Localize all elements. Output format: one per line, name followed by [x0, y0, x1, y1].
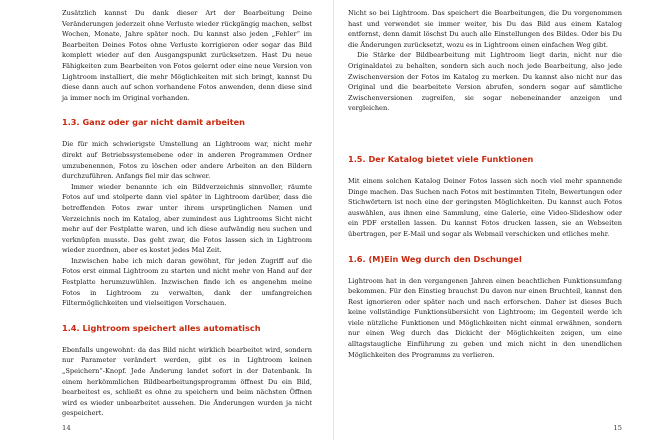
section-heading-1-3: 1.3. Ganz oder gar nicht damit arbeiten	[62, 117, 246, 128]
section-heading-1-5: 1.5. Der Katalog bietet viele Funktionen	[348, 153, 534, 164]
page-number: 14	[62, 424, 71, 432]
paragraph: Ebenfalls ungewohnt: da das Bild nicht wirklich bearbeitet wird, sondern nur Parameter verändert werden, gibt es in Lightroom keinen „Speichern“-Knopf. Jede Änderung landet sofort in der Datenbank. In einem herkömmlichen Bildbearbeitungsprogramm öffnest Du ein Bild, bearbeitest es, schließt es ohne zu speichern und beim nächsten Öffnen wird es wieder unbearbeitet aussehen. Die Änderungen wurden ja nicht gespeichert.	[62, 345, 312, 418]
paragraph: Mit einem solchen Katalog Deiner Fotos lassen sich noch viel mehr spannende Dinge machen. Das Suchen nach Fotos mit bestimmten Titeln, Bewertungen oder Stichwörtern ist noch eine der geringsten Möglichkeiten. Du kannst auch Fotos auswählen, aus ihnen eine Sammlung, eine Galerie, eine Video-Slideshow oder ein PDF erstellen lassen. Du kannst Fotos drucken lassen, sie an Webseiten übertragen, per E-Mail und sogar als Webmail verschicken und etliches mehr.	[348, 176, 622, 238]
paragraph: Lightroom hat in den vergangenen Jahren einen beachtlichen Funktionsumfang bekommen. Für den Einstieg brauchst Du davon nur einen Bruchteil, kannst den Rest ignorieren oder später nach und nach erforschen. Daher ist dieses Buch keine vollständige Funktionsübersicht von Lightroom; im Gegenteil werde ich viele nützliche Funktionen und Möglichkeiten nicht einmal erwähnen, sondern nur einen Weg durch das Dickicht der Möglichkeiten zeigen, um eine alltagstaugliche Einführung zu geben und mich nicht in den unendlichen Möglichkeiten des Programms zu verlieren.	[348, 276, 622, 359]
paragraph: Immer wieder benannte ich ein Bildverzeichnis sinnvoller, räumte Fotos auf und stolperte dann viel später in Lightroom darüber, dass die betreffenden Fotos zwar unter ihrem ursprünglichen Namen und Verzeichnis noch im Katalog, aber zumindest aus Lightrooms Sicht nicht mehr auf der Festplatte waren, und ich diese aufwändig neu suchen und verknüpfen musste. Das geht zwar, die Fotos lassen sich in Lightroom wieder zuordnen, aber es kostet jedes Mal Zeit.	[62, 182, 312, 255]
page-number: 15	[613, 424, 622, 432]
paragraph: Die für mich schwierigste Umstellung an Lightroom war, nicht mehr direkt auf Betriebssystemebene oder in anderen Programmen Ordner umzubenennen, Fotos zu löschen oder andere Arbeiten an den Bildern durchzuführen. Anfangs fiel mir das schwer.	[62, 140, 312, 181]
right-page	[334, 0, 668, 440]
paragraph: Die Stärke der Bildbearbeitung mit Lightroom liegt darin, nicht nur die Originaldatei zu behalten, sondern sich auch noch jede Bearbeitung, also jede Zwischenversion der Fotos im Katalog zu merken. Du kannst also nicht nur das Original und die bearbeitete Version abrufen, sondern sogar auf sämtliche Zwischenversionen zugreifen, sie sogar nebeneinander anzeigen und vergleichen.	[348, 51, 622, 113]
section-heading-1-4: 1.4. Lightroom speichert alles automatisch	[62, 322, 261, 333]
paragraph: Inzwischen habe ich mich daran gewöhnt, für jeden Zugriff auf die Fotos erst einmal Lightroom zu starten und nicht mehr von Hand auf der Festplatte herumzuwühlen. Inzwischen finde ich es angenehm meine Fotos in Lightroom zu verwalten, dank der umfangreichen Filtermöglichkeiten und vielseitigen Vorschauen.	[62, 256, 312, 308]
paragraph: Zusätzlich kannst Du dank dieser Art der Bearbeitung Deine Veränderungen jederzeit ohne Verluste wieder rückgängig machen, selbst Wochen, Monate, Jahre später noch. Du kannst also jeden „Fehler“ im Bearbeiten Deines Fotos ohne Verluste korrigieren oder sogar das Bild komplett wieder auf den Ausgangspunkt zurücksetzen. Hast Du neue Fähigkeiten zum Bearbeiten von Fotos gelernt oder eine neue Version von Lightroom installiert, die mehr Möglichkeiten mit sich bringt, kannst Du diese dann auch auf schon vorhandene Fotos anwenden, denn diese sind ja immer noch im Original vorhanden.	[62, 9, 312, 102]
section-heading-1-6: 1.6. (M)Ein Weg durch den Dschungel	[348, 253, 522, 264]
paragraph: Nicht so bei Lightroom. Das speichert die Bearbeitungen, die Du vorgenommen hast und verwendet sie immer weiter, bis Du das Bild aus einem Katalog entfernst, denn damit löschst Du auch alle Einstellungen des Bildes. Oder bis Du die Änderungen zurücksetzt, wozu es in Lightroom einen einfachen Weg gibt.	[348, 9, 622, 49]
